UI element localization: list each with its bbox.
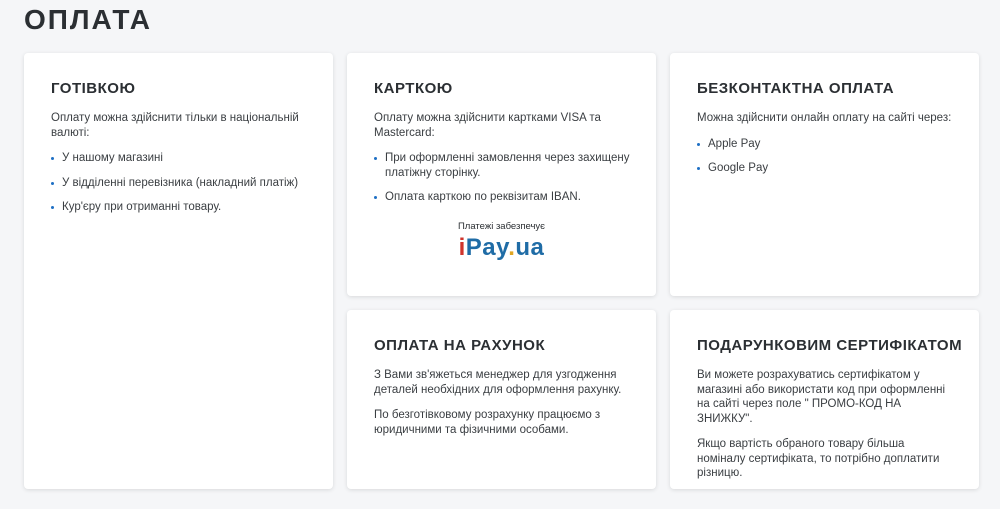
card-intro: Оплату можна здійснити картками VISA та Mastercard: — [374, 112, 601, 139]
card-title: ГОТІВКОЮ — [51, 80, 136, 97]
bullet-icon — [51, 206, 54, 209]
payment-options-list — [51, 151, 309, 215]
bullet-icon — [374, 157, 377, 160]
ipay-provider-block — [347, 221, 656, 262]
list-item: Google Pay — [697, 161, 955, 176]
card-title: КАРТКОЮ — [374, 80, 453, 97]
card-intro: Оплату можна здійснити тільки в національній валюті: — [51, 112, 299, 139]
ipay-logo[interactable]: iPay.ua — [458, 234, 545, 261]
card-intro: Можна здійснити онлайн оплату на сайті через: — [697, 112, 952, 124]
list-item: Оплата карткою по реквізитам IBAN. — [374, 190, 632, 205]
bullet-icon — [51, 157, 54, 160]
list-item: При оформленні замовлення через захищену платіжну сторінку. — [374, 151, 632, 180]
card-title: ОПЛАТА НА РАХУНОК — [374, 337, 546, 354]
card-paragraph: Якщо вартість обраного товару більша номіналу сертифіката, то потрібно доплатити різницю. — [697, 438, 940, 479]
card-paragraph: З Вами зв'яжеться менеджер для узгодження деталей необхідних для оформлення рахунку. — [374, 369, 622, 396]
card-title: ПОДАРУНКОВИМ СЕРТИФІКАТОМ — [697, 337, 963, 354]
card-paragraph: По безготівковому розрахунку працюємо з юридичними та фізичними особами. — [374, 409, 601, 436]
bullet-icon — [697, 167, 700, 170]
provider-caption: Платежі забезпечує — [457, 221, 546, 232]
bullet-icon — [697, 143, 700, 146]
payment-card-contactless — [670, 53, 979, 296]
bullet-icon — [374, 196, 377, 199]
payment-card-invoice — [347, 310, 656, 489]
payment-card-cash — [24, 53, 333, 489]
list-item: У відділенні перевізника (накладний платіж) — [51, 176, 309, 191]
card-paragraph: Ви можете розрахуватись сертифікатом у магазині або використати код при оформленні на сайті через поле " ПРОМО-КОД НА ЗНИЖКУ". — [697, 369, 946, 425]
payment-options-list — [697, 137, 955, 176]
list-item: Apple Pay — [697, 137, 955, 152]
bullet-icon — [51, 182, 54, 185]
list-item: Кур'єру при отриманні товару. — [51, 200, 309, 215]
payment-card-gift-certificate — [670, 310, 979, 489]
card-title: БЕЗКОНТАКТНА ОПЛАТА — [697, 80, 895, 97]
list-item: У нашому магазині — [51, 151, 309, 166]
payment-options-list — [374, 151, 632, 205]
page-title: ОПЛАТА — [24, 4, 152, 35]
payment-card-bank-card — [347, 53, 656, 296]
